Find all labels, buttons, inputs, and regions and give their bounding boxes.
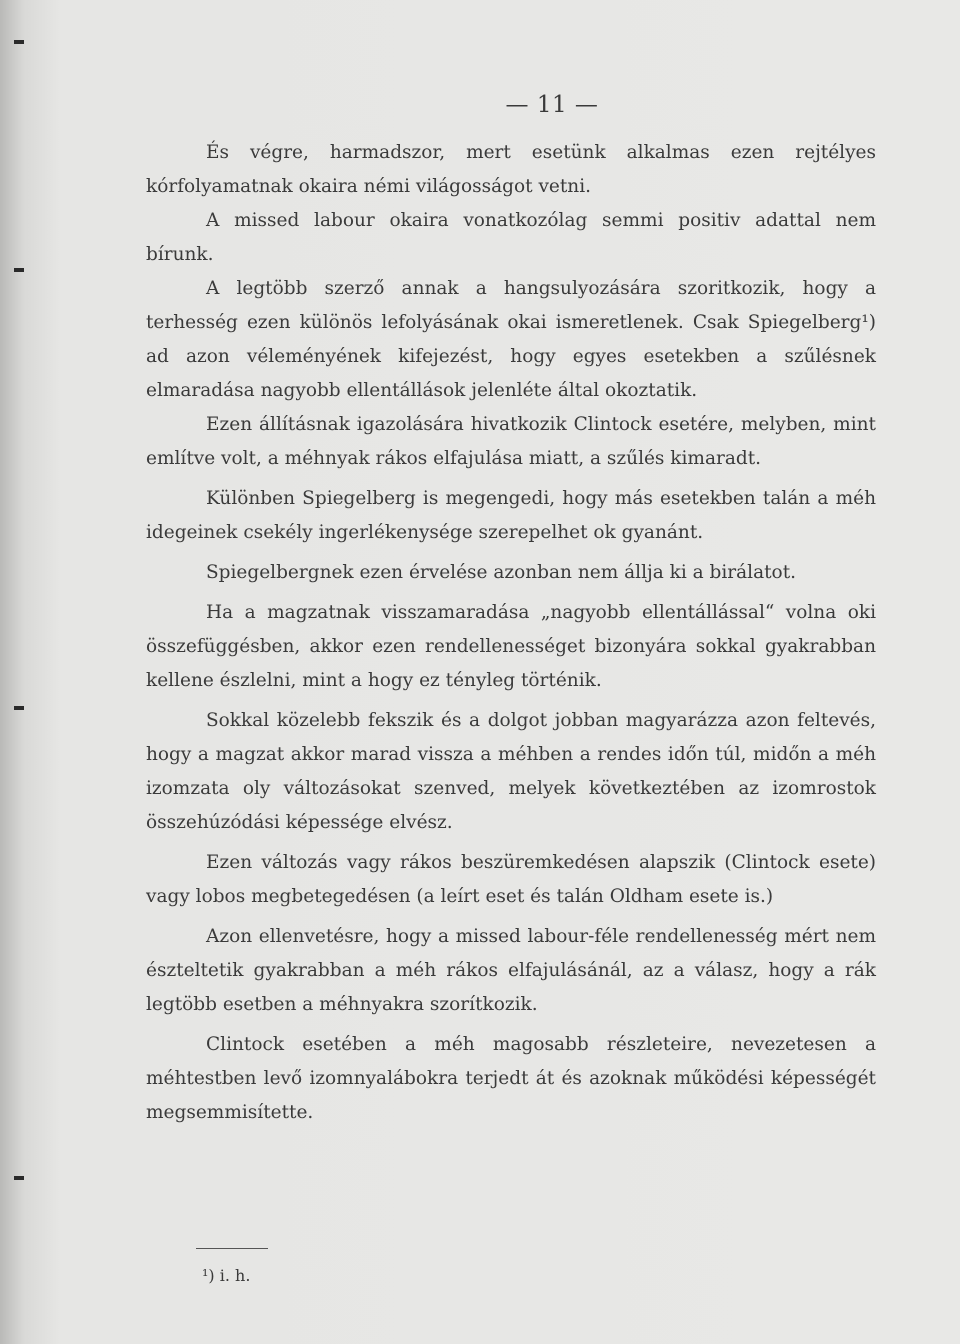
paragraph: Ezen állításnak igazolására hivatkozik Clintock esetére, melyben, mint említve volt, a méhnyak rákos elfajulása miatt, a szűlés kimaradt. <box>146 414 876 469</box>
body-text <box>146 136 876 1130</box>
binding-mark <box>14 40 24 44</box>
paragraph: Azon ellenvetésre, hogy a missed labour-féle rendellenesség mért nem észteltetik gyakrabban a méh rákos elfajulásánál, az a válasz, hogy a rák legtöbb esetben a méhnyakra szorítkozik. <box>146 926 876 1015</box>
paragraph: Sokkal közelebb fekszik és a dolgot jobban magyarázza azon feltevés, hogy a magzat akkor marad vissza a méhben a rendes időn túl, midőn a méh izomzata oly változásokat szenved, melyek következtében az izomrostok összehúzódási képessége elvész. <box>146 710 876 833</box>
page-number: — 11 — <box>505 92 599 118</box>
paragraph: Clintock esetében a méh magosabb részleteire, nevezetesen a méhtestben levő izomnyalábokra terjedt át és azoknak működési képességét megsemmisítette. <box>146 1034 876 1123</box>
paragraph: A missed labour okaira vonatkozólag semmi positiv adattal nem bírunk. <box>146 210 876 265</box>
paragraph: Spiegelbergnek ezen érvelése azonban nem állja ki a birálatot. <box>206 562 797 583</box>
binding-edge-marks <box>14 0 34 1344</box>
paragraph: Ha a magzatnak visszamaradása „nagyobb ellentállással“ volna oki összefüggésben, akkor ezen rendellenességet bizonyára sokkal gyakrabban kellene észlelni, mint a hogy ez tényleg történik. <box>146 602 876 691</box>
footnote-rule <box>196 1248 268 1249</box>
binding-mark <box>14 706 24 710</box>
paragraph: Ezen változás vagy rákos beszüremkedésen alapszik (Clintock esete) vagy lobos megbetegedésen (a leírt eset és talán Oldham esete is.) <box>146 852 876 907</box>
paragraph: A legtöbb szerző annak a hangsulyozására szoritkozik, hogy a terhesség ezen különös lefolyásának okai ismeretlenek. Csak Spiegelberg¹) ad azon véleményének kifejezést, hogy egyes esetekben a szűlésnek elmaradása nagyobb ellentállások jelenléte által okoztatik. <box>146 278 876 401</box>
binding-mark <box>14 268 24 272</box>
paragraph: Különben Spiegelberg is megengedi, hogy más esetekben talán a méh idegeinek csekély ingerlékenysége szerepelhet ok gyanánt. <box>146 488 876 543</box>
binding-mark <box>14 1176 24 1180</box>
paragraph: És végre, harmadszor, mert esetünk alkalmas ezen rejtélyes kórfolyamatnak okaira némi világosságot vetni. <box>146 142 876 197</box>
footnote: ¹) i. h. <box>202 1266 251 1285</box>
